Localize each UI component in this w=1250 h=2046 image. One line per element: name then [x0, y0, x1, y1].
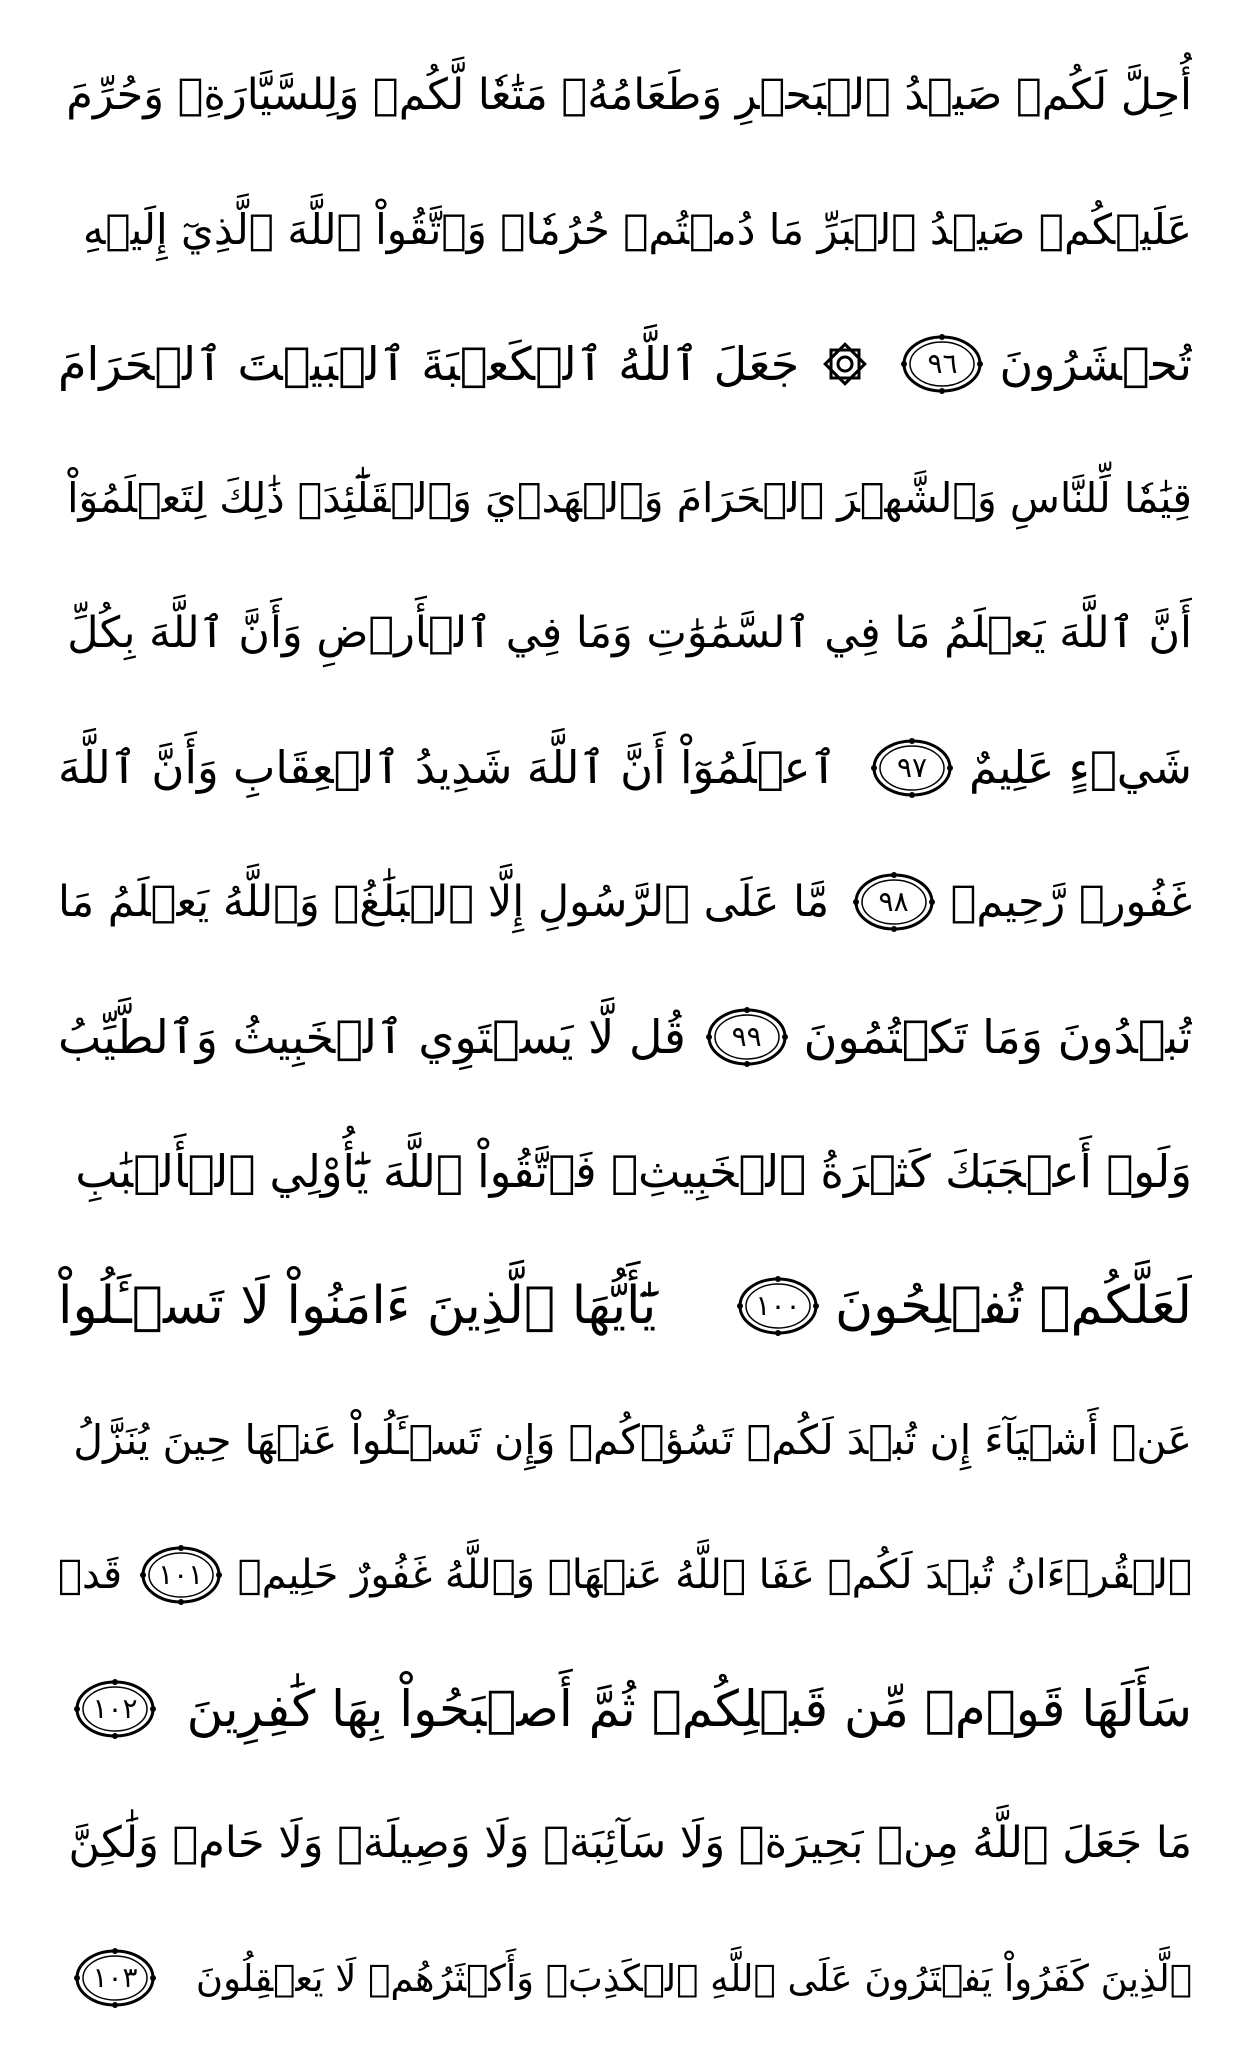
ayah-end-marker — [72, 1946, 158, 2010]
ayah-end-marker — [138, 1543, 224, 1607]
ayah-end-marker — [72, 1677, 158, 1741]
verse-line-2 — [58, 163, 1192, 298]
verse-line-4 — [58, 432, 1192, 567]
line-text: عَلَيۡكُمۡ صَيۡدُ ٱلۡبَرِّ مَا دُمۡتُمۡ حُرُمٗاۗ وَٱتَّقُواْ ٱللَّهَ ٱلَّذِيٓ إِلَيۡهِ — [82, 204, 1192, 254]
line-text: مَّا عَلَى ٱلرَّسُولِ إِلَّا ٱلۡبَلَٰغُۗ وَٱللَّهُ يَعۡلَمُ مَا — [58, 876, 830, 927]
verse-line-11 — [58, 1373, 1192, 1508]
ayah-end-marker — [704, 1005, 790, 1069]
verse-line-1 — [58, 28, 1192, 163]
line-text: غَفُورٞ رَّحِيمٞ — [950, 876, 1192, 927]
ayah-number: ٩٩ — [731, 1019, 762, 1053]
ayah-number: ٩٧ — [897, 750, 928, 784]
line-text: وَلَوۡ أَعۡجَبَكَ كَثۡرَةُ ٱلۡخَبِيثِۚ فَٱتَّقُواْ ٱللَّهَ يَٰٓأُوْلِي ٱلۡأَلۡبَٰبِ — [75, 1144, 1192, 1198]
verse-line-8 — [58, 970, 1192, 1105]
line-text: تُحۡشَرُونَ — [999, 337, 1192, 392]
rub-el-hizb-icon — [815, 334, 875, 394]
line-text: ٱعۡلَمُوٓاْ أَنَّ ٱللَّهَ شَدِيدُ ٱلۡعِقَابِ وَأَنَّ ٱللَّهَ — [58, 741, 837, 795]
ayah-number: ١٠٠ — [755, 1288, 801, 1322]
ayah-number: ١٠١ — [158, 1557, 204, 1591]
ayah-number: ١٠٢ — [92, 1692, 138, 1726]
line-text: لَعَلَّكُمۡ تُفۡلِحُونَ — [834, 1275, 1192, 1336]
verse-line-9 — [58, 1104, 1192, 1239]
line-text: عَنۡ أَشۡيَآءَ إِن تُبۡدَ لَكُمۡ تَسُؤۡكُمۡ وَإِن تَسۡـَٔلُواْ عَنۡهَا حِينَ يُنَزَّلُ — [73, 1415, 1192, 1464]
verse-line-14 — [58, 1777, 1192, 1912]
line-text: سَأَلَهَا قَوۡمٞ مِّن قَبۡلِكُمۡ ثُمَّ أَصۡبَحُواْ بِهَا كَٰفِرِينَ — [186, 1680, 1192, 1739]
line-text: مَا جَعَلَ ٱللَّهُ مِنۢ بَحِيرَةٖ وَلَا سَآئِبَةٖ وَلَا وَصِيلَةٖ وَلَا حَامٖ وَلَٰكِنَّ — [68, 1818, 1192, 1869]
verse-line-15 — [58, 1911, 1192, 2046]
verse-line-6 — [58, 701, 1192, 836]
verse-line-7 — [58, 835, 1192, 970]
line-text: قُل لَّا يَسۡتَوِي ٱلۡخَبِيثُ وَٱلطَّيِّبُ — [58, 1009, 686, 1064]
line-text: يَٰٓأَيُّهَا ٱلَّذِينَ ءَامَنُواْ لَا تَسۡـَٔلُواْ — [58, 1275, 657, 1336]
verse-line-5 — [58, 566, 1192, 701]
ayah-end-marker — [735, 1274, 821, 1338]
line-text: قَدۡ — [58, 1551, 123, 1598]
ayah-number: ١٠٣ — [92, 1961, 138, 1995]
verse-line-10 — [58, 1239, 1192, 1374]
line-text: جَعَلَ ٱللَّهُ ٱلۡكَعۡبَةَ ٱلۡبَيۡتَ ٱلۡحَرَامَ — [58, 337, 800, 392]
line-text: تُبۡدُونَ وَمَا تَكۡتُمُونَ — [803, 1009, 1192, 1064]
line-text: أَنَّ ٱللَّهَ يَعۡلَمُ مَا فِي ٱلسَّمَٰوَٰتِ وَمَا فِي ٱلۡأَرۡضِ وَأَنَّ ٱللَّهَ بِكُلِّ — [67, 607, 1192, 658]
ayah-end-marker — [899, 332, 985, 396]
line-text: أُحِلَّ لَكُمۡ صَيۡدُ ٱلۡبَحۡرِ وَطَعَامُهُۥ مَتَٰعٗا لَّكُمۡ وَلِلسَّيَّارَةِۖ وَحُرِّمَ — [66, 69, 1192, 120]
line-text: شَيۡءٍ عَلِيمٌ — [969, 741, 1192, 795]
ayah-number: ٩٨ — [878, 885, 909, 919]
line-text: قِيَٰمٗا لِّلنَّاسِ وَٱلشَّهۡرَ ٱلۡحَرَامَ وَٱلۡهَدۡيَ وَٱلۡقَلَٰٓئِدَۚ ذَٰلِكَ لِتَعۡلَمُوٓاْ — [67, 474, 1192, 523]
verse-line-12 — [58, 1508, 1192, 1643]
verse-line-13 — [58, 1642, 1192, 1777]
verse-line-3 — [58, 297, 1192, 432]
ayah-number: ٩٦ — [927, 347, 958, 381]
ayah-end-marker — [869, 736, 955, 800]
line-text: ٱلۡقُرۡءَانُ تُبۡدَ لَكُمۡ عَفَا ٱللَّهُ عَنۡهَاۗ وَٱللَّهُ غَفُورٌ حَلِيمٞ — [237, 1551, 1192, 1598]
ayah-end-marker — [851, 870, 937, 934]
line-text: ٱلَّذِينَ كَفَرُواْ يَفۡتَرُونَ عَلَى ٱللَّهِ ٱلۡكَذِبَۖ وَأَكۡثَرُهُمۡ لَا يَعۡقِلُونَ — [195, 1956, 1192, 2000]
